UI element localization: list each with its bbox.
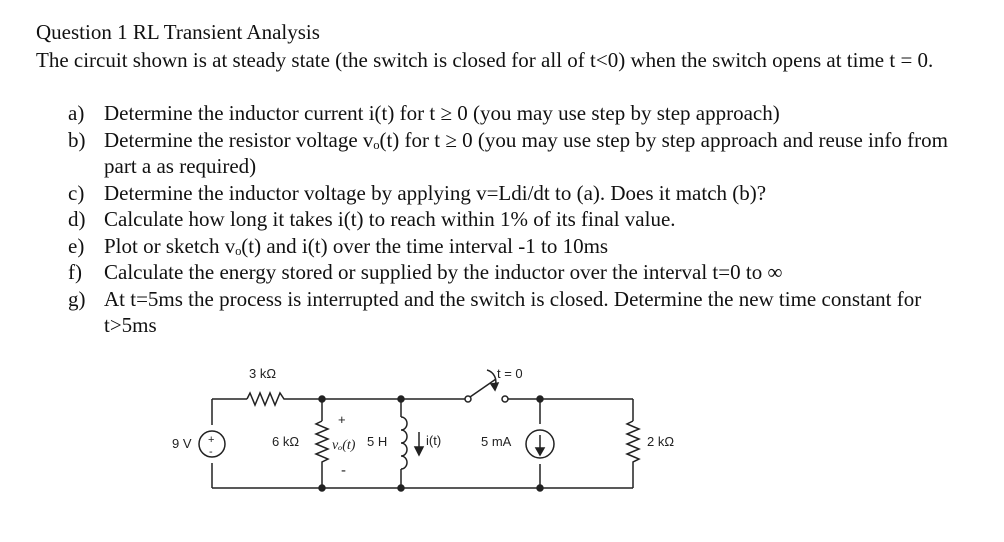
source-voltage-label: 9 V [172,436,192,451]
part-label: a) [68,101,85,125]
resistor-2k [627,421,639,465]
part-label: c) [68,180,85,205]
current-source-arrowhead [536,448,544,455]
node-dot [537,485,543,491]
switch-label: t = 0 [497,366,523,381]
part-label: g) [68,286,86,311]
resistor-3k [247,393,287,405]
vo-label: vₒ(t) [332,438,356,453]
vo-plus: + [338,412,346,427]
part-label: e) [68,233,85,258]
part-text: Determine the resistor voltage vₒ(t) for t ≥ 0 (you may use step by step approach and reuse info from part a as required) [104,127,948,178]
question-intro: The circuit shown is at steady state (the switch is closed for all of t<0) when the switch opens at time t = 0. [36,48,934,72]
node-dot [319,396,325,402]
switch-blade [470,379,496,397]
part-text: Determine the inductor voltage by applying v=Ldi/dt to (a). Does it match (b)? [104,180,767,205]
source-plus: + [208,434,215,446]
node-dot [319,485,325,491]
vo-minus: - [341,462,346,479]
part-text: Plot or sketch vₒ(t) and i(t) over the time interval -1 to 10ms [104,233,609,258]
part-label: b) [68,127,86,152]
node-dot [398,396,404,402]
current-source-label: 5 mA [481,434,512,449]
r-load-label: 2 kΩ [647,434,675,449]
part-text: Determine the inductor current i(t) for t ≥ 0 (you may use step by step approach) [104,101,780,125]
inductor-coil [401,417,407,469]
resistor-6k [316,421,328,465]
switch-contact [502,396,508,402]
r-series-label: 3 kΩ [249,366,277,381]
switch-arrowhead [491,383,498,390]
part-text: At t=5ms the process is interrupted and the switch is closed. Determine the new time constant for t>5ms [104,286,922,337]
part-label: d) [68,207,86,231]
current-label: i(t) [426,433,442,448]
question-title: Question 1 RL Transient Analysis [36,20,320,44]
current-arrowhead [415,447,423,455]
node-dot [398,485,404,491]
inductor-label: 5 H [367,434,388,449]
part-label: f) [68,260,82,284]
r-shunt-label: 6 kΩ [272,434,300,449]
part-text: Calculate how long it takes i(t) to reach within 1% of its final value. [104,207,676,231]
source-minus: - [209,446,213,458]
node-dot [537,396,543,402]
part-text: Calculate the energy stored or supplied by the inductor over the interval t=0 to ∞ [104,260,783,284]
